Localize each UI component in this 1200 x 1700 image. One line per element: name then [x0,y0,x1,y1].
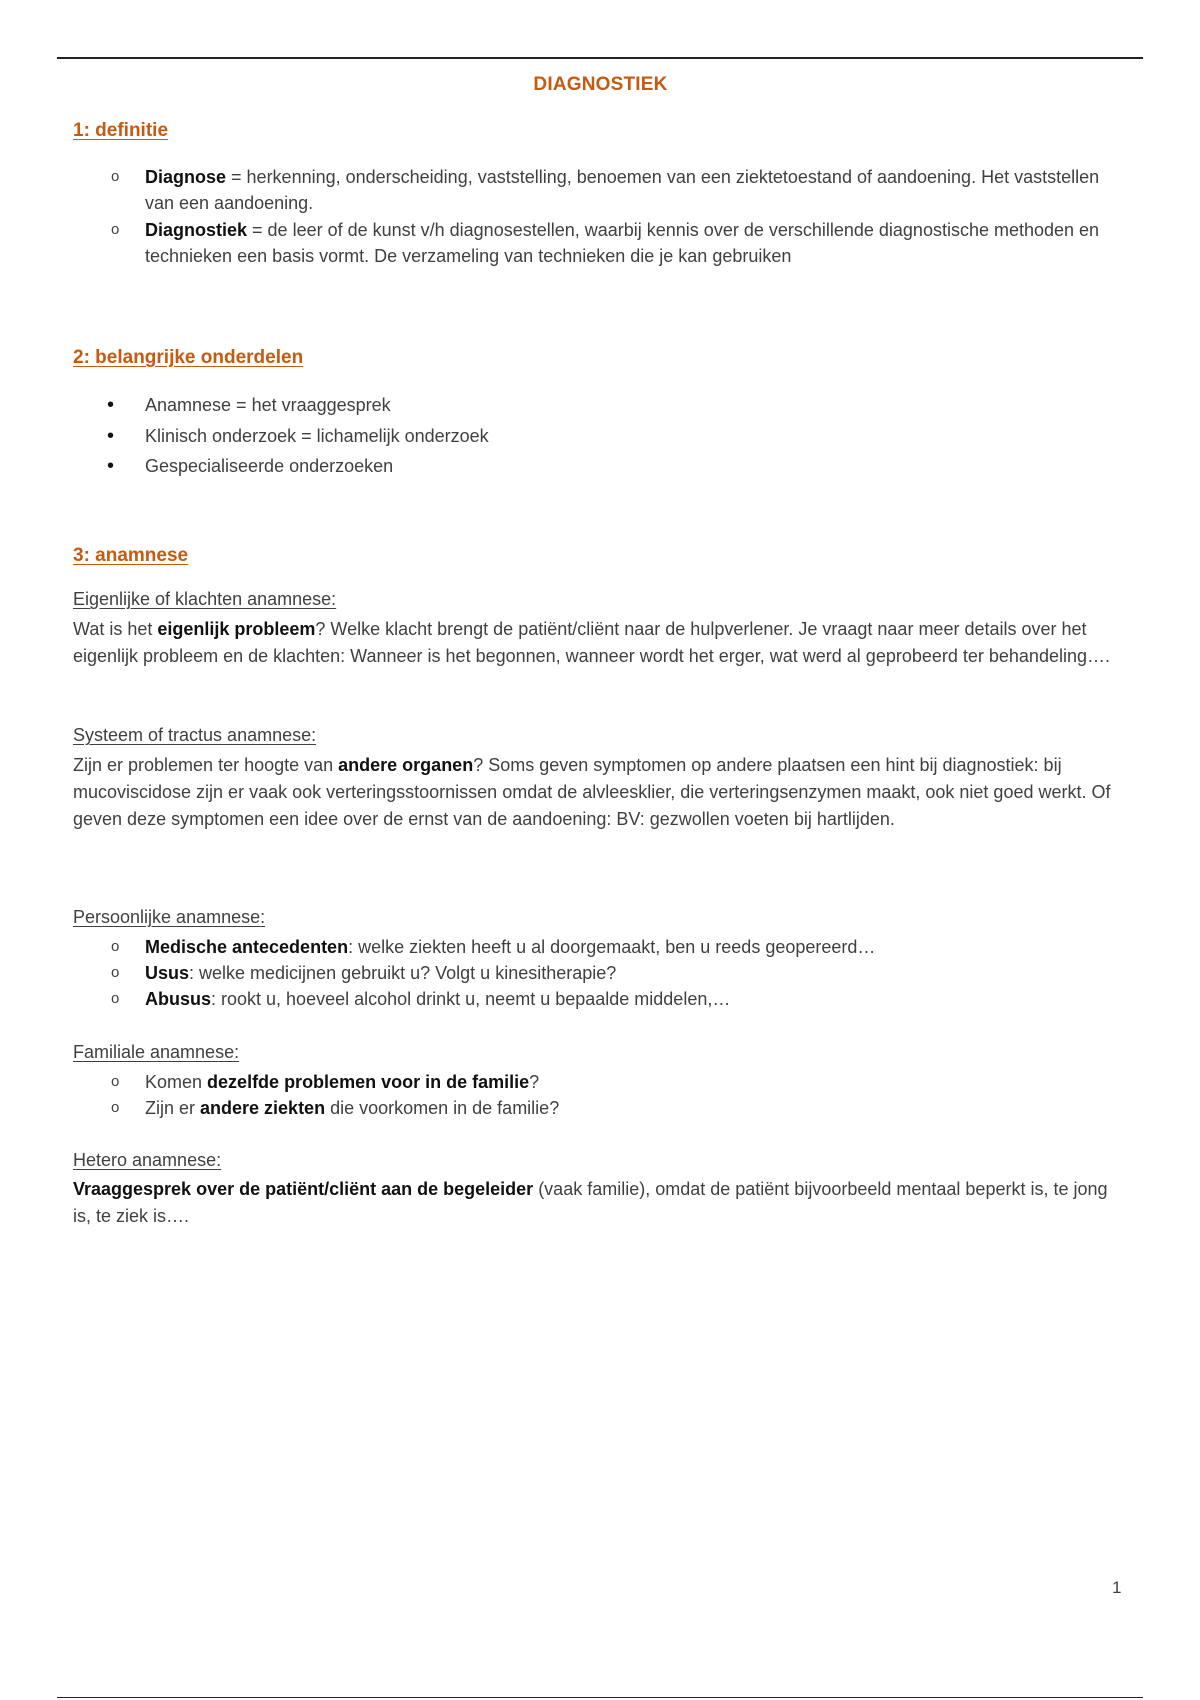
text-run: ? Welke klacht brengt de patiënt/cliënt naar de hulpverlener. Je vraagt naar meer details over het eigenlijk probleem en de klachten: Wanneer is het begonnen, wanneer wordt het erger, wat werd al geprobeerd ter behandeling…. [73,619,1110,666]
circle-bullet-icon: o [111,221,120,238]
disc-bullet-icon: • [107,424,115,447]
list-item-text: Gespecialiseerde onderzoeken [145,456,394,476]
familiale-anamnese-heading: Familiale anamnese: [73,1042,240,1062]
definition-text: = herkenning, onderscheiding, vaststelling, benoemen van een ziektetoestand of aandoening. Het vaststellen van een aandoening. [145,167,1100,213]
bold-phrase: andere organen [338,755,474,775]
text-run: ? Soms geven symptomen op andere plaatsen een hint bij diagnostiek: bij mucoviscidose zijn er vaak ook verteringsstoornissen omdat de alvleesklier, die verteringsenzymen maakt, ook niet goed werkt. Of geven deze symptomen een idee over de ernst van de aandoening: BV: gezwollen voeten bij hartlijden. [73,755,1111,829]
bold-phrase: Vraaggesprek over de patiënt/cliënt aan de begeleider [73,1179,534,1199]
section-3-heading: 3: anamnese [73,545,189,566]
circle-bullet-icon: o [111,990,120,1007]
eigenlijke-anamnese-heading: Eigenlijke of klachten anamnese: [73,589,337,609]
text-run: Wat is het [73,619,158,639]
term-diagnostiek: Diagnostiek [145,220,248,240]
list-item [73,1069,1128,1095]
section-1-heading: 1: definitie [73,120,169,141]
list-item [73,960,1128,986]
definition-text: = de leer of de kunst v/h diagnosestellen, waarbij kennis over de verschillende diagnostische methoden en technieken een basis vormt. De verzameling van technieken die je kan gebruiken [145,220,1100,266]
systeem-anamnese-heading: Systeem of tractus anamnese: [73,725,317,745]
text-run: Zijn er problemen ter hoogte van [73,755,339,775]
list-item-text: : welke medicijnen gebruikt u? Volgt u kinesitherapie? [189,963,617,983]
text-run: ? [529,1072,540,1092]
text-run: (vaak familie), omdat de patiënt bijvoorbeeld mentaal beperkt is, te jong is, te ziek is…. [73,1179,1108,1226]
page-number: 1 [1112,1578,1122,1597]
term-diagnose: Diagnose [145,167,227,187]
term: Usus [145,963,190,983]
list-item [73,390,1128,421]
circle-bullet-icon: o [111,938,120,955]
circle-bullet-icon: o [111,1073,120,1090]
list-item [73,934,1128,960]
list-item [73,986,1128,1012]
familiale-anamnese-list [73,1069,1128,1121]
list-item-text: : welke ziekten heeft u al doorgemaakt, ben u reeds geopereerd… [348,937,876,957]
hetero-anamnese-heading: Hetero anamnese: [73,1150,222,1170]
list-item [73,164,1128,216]
text-run: Zijn er [145,1098,201,1118]
bold-phrase: dezelfde problemen voor in de familie [207,1072,530,1092]
circle-bullet-icon: o [111,1099,120,1116]
list-item [73,217,1128,269]
bold-phrase: andere ziekten [200,1098,326,1118]
section-2-heading: 2: belangrijke onderdelen [73,347,304,368]
bold-phrase: eigenlijk probleem [157,619,316,639]
list-item-text: Klinisch onderzoek = lichamelijk onderzoek [145,425,489,446]
term: Abusus [145,989,212,1009]
list-item-text: Anamnese = het vraaggesprek [145,395,391,415]
term: Medische antecedenten [145,937,349,957]
list-item [73,421,1128,452]
definition-list [73,164,1128,269]
disc-bullet-icon: • [107,455,115,477]
text-run: die voorkomen in de familie? [325,1098,560,1118]
circle-bullet-icon: o [111,964,120,981]
persoonlijke-anamnese-heading: Persoonlijke anamnese: [73,907,266,927]
hetero-anamnese-text [73,1176,1128,1230]
persoonlijke-anamnese-list [73,934,1128,1012]
list-item-text: : rookt u, hoeveel alcohol drinkt u, neemt u bepaalde middelen,… [211,989,731,1009]
components-list [73,390,1128,482]
text-run: Komen [145,1072,208,1092]
top-rule [57,57,1143,59]
list-item [73,1095,1128,1121]
bottom-rule [57,1697,1143,1698]
circle-bullet-icon: o [111,168,120,185]
list-item [73,451,1128,482]
document-title: DIAGNOSTIEK [533,74,668,95]
disc-bullet-icon: • [107,394,115,416]
systeem-anamnese-text [73,752,1128,833]
eigenlijke-anamnese-text [73,616,1128,670]
